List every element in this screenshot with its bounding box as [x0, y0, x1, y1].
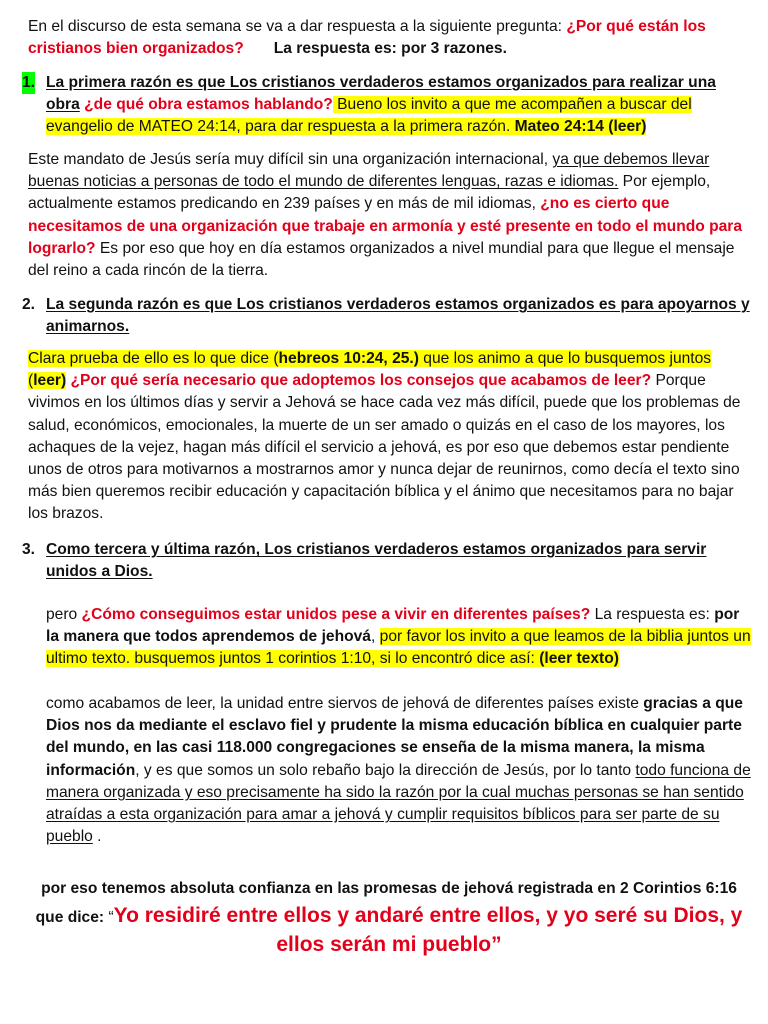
reason2-body: [28, 348, 750, 526]
reason3-p2-bold: gracias a que Dios nos da mediante el esclavo fiel y prudente la misma educación bíblica en cualquier parte del mundo, en las casi 118.000 congregaciones se enseña de la misma manera, la misma información: [46, 695, 743, 779]
reason1-invite: Bueno los invito a que me acompañen a buscar del evangelio de MATEO 24:14, para dar respuesta a la primera razón.: [46, 96, 692, 136]
intro-question: ¿Por qué están los cristianos bien organizados?: [28, 18, 706, 58]
reason2-text: Porque vivimos en los últimos días y servir a Jehová se hace cada vez más difícil, puede que los problemas de salud, económicos, emocionales, la muerte de un ser amado o quizás en el caso de los mayores, los achaques de la vejez, hagan más difícil el servicio a jehová, es por eso que debemos estar pendiente unos de otros para motivarnos a mostrarnos amor y nunca dejar de reunirnos, como decía el texto sino más bien queremos recibir educación y capacitación bíblica y el ánimo que necesitamos para no bajar los brazos.: [28, 372, 741, 523]
reason2-heading: La segunda razón es que Los cristianos verdaderos estamos organizados es para apoyarnos y animarnos.: [46, 296, 750, 336]
reason3-pero: pero: [46, 606, 82, 623]
intro-paragraph: [28, 16, 750, 60]
reason1-text-b: Por ejemplo, actualmente estamos predicando en 239 países y en más de mil idiomas,: [28, 173, 711, 213]
reason3-hl-bold: (leer texto): [539, 650, 619, 668]
reason2-hl-b: que los animo a que lo busquemos juntos (: [28, 350, 712, 390]
reason3-body: [46, 604, 752, 671]
reason3-p2-a: como acabamos de leer, la unidad entre siervos de jehová de diferentes países existe: [46, 695, 644, 712]
reason1-ref: Mateo 24:14 (leer): [514, 118, 647, 136]
intro-answer: La respuesta es: por 3 razones.: [273, 40, 507, 58]
reason3-p2-end: .: [92, 828, 102, 846]
closing-paragraph: [28, 876, 750, 960]
reason1-heading: La primera razón es que Los cristianos verdaderos estamos organizados para realizar una obra: [46, 74, 716, 114]
reason2-number: 2.: [22, 296, 36, 313]
reason2-heading-paragraph: [46, 294, 752, 338]
reason3-resp: La respuesta es:: [590, 606, 715, 623]
reason3-resp-bold: por la manera que todos aprendemos de jehová: [46, 606, 740, 646]
reason1-underlined: ya que debemos llevar buenas noticias a personas de todo el mundo de diferentes lenguas, razas e idiomas.: [28, 151, 710, 191]
intro-text: En el discurso de esta semana se va a dar respuesta a la siguiente pregunta:: [28, 18, 567, 35]
closing-open-quote: “: [108, 909, 114, 926]
reason1-number: 1.: [22, 72, 35, 94]
closing-block: [28, 876, 750, 960]
closing-quote: Yo residiré entre ellos y andaré entre ellos, y yo seré su Dios, y ellos serán mi pueblo”: [113, 904, 743, 956]
reason1-text-a: Este mandato de Jesús sería muy difícil sin una organización internacional,: [28, 151, 553, 168]
reason3-p2-underlined: todo funciona de manera organizada y eso precisamente ha sido la razón por la cual muchas personas se han sentido atraídas a esta organización para amar a jehová y cumplir requisitos bíblicos para ser parte de su pueblo: [46, 761, 751, 846]
reason3-heading-paragraph: [46, 539, 752, 583]
reason3-question: ¿Cómo conseguimos estar unidos pese a vivir en diferentes países?: [81, 606, 591, 623]
reason3-body-2: [46, 693, 752, 848]
reason3-hl-text: por favor los invito a que leamos de la biblia juntos un ultimo texto. busquemos juntos 1 corintios 1:10, si lo encontró dice así:: [46, 628, 751, 668]
reason3-number: 3.: [22, 541, 36, 558]
reason2-ref: hebreos 10:24, 25.): [278, 350, 419, 367]
reason2-question: ¿Por qué sería necesario que adoptemos los consejos que acabamos de leer?: [66, 372, 652, 390]
reason1-heading-paragraph: [46, 72, 752, 139]
reason2-leer: leer): [33, 372, 67, 390]
reason1-text-c: Es por eso que hoy en día estamos organizados a nivel mundial para que llegue el mensaje del reino a cada rincón de la tierra.: [28, 239, 735, 280]
reason2-hl-a: Clara prueba de ello es lo que dice (: [28, 350, 279, 367]
reason1-body: [28, 149, 750, 282]
reason1-body-question: ¿no es cierto que necesitamos de una organización que trabaje en armonía y esté presente en todo el mundo para lograrlo?: [28, 195, 743, 257]
reason1-question: ¿de qué obra estamos hablando?: [84, 96, 333, 114]
closing-text: por eso tenemos absoluta confianza en las promesas de jehová registrada en 2 Corintios 6:16 que dice:: [35, 880, 737, 926]
reason3-heading: Como tercera y última razón, Los cristianos verdaderos estamos organizados para servir unidos a Dios.: [46, 541, 707, 581]
reason3-p2-b: , y es que somos un solo rebaño bajo la dirección de Jesús, por lo tanto: [135, 761, 636, 779]
reason3-comma: ,: [370, 628, 380, 646]
